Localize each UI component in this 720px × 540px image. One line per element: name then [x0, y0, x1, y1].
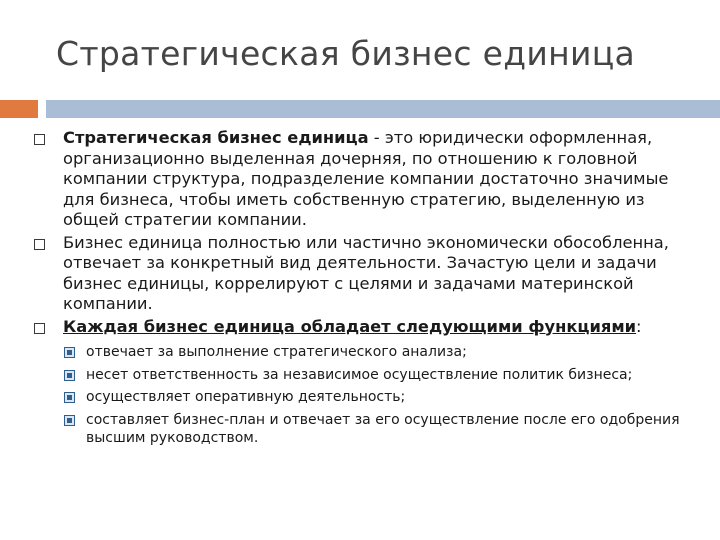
hollow-square-bullet-icon — [34, 134, 45, 145]
bullet-text — [63, 317, 684, 338]
bullet-definition-text: - это юридически оформленная, организационно выделенная дочерняя, по отношению к головной компании структура, подразделение компании достаточно значимые для бизнеса, чтобы иметь собственную стратегию, выделенную из общей стратегии компании. — [63, 128, 669, 229]
bullet-suffix: : — [636, 316, 642, 336]
list-item-text: составляет бизнес-план и отвечает за его осуществление после его одобрения высшим руководством. — [86, 411, 680, 446]
list-item — [64, 343, 684, 362]
slide-body — [34, 128, 684, 452]
filled-square-bullet-icon — [64, 415, 75, 426]
bullet-text: Бизнес единица полностью или частично экономически обособленна, отвечает за конкретный вид деятельности. Зачастую цели и задачи бизнес единицы, коррелируют с целями и задачами материнской компании. — [63, 232, 669, 313]
sub-bullet-list — [64, 343, 684, 448]
list-item — [64, 411, 684, 448]
accent-bar-blue — [46, 100, 720, 118]
hollow-square-bullet-icon — [34, 323, 45, 334]
list-item-text: несет ответственность за независимое осуществление политик бизнеса; — [86, 366, 633, 383]
list-item — [64, 366, 684, 385]
filled-square-bullet-icon — [64, 347, 75, 358]
bullet-functions-heading — [34, 317, 684, 338]
hollow-square-bullet-icon — [34, 239, 45, 250]
filled-square-bullet-icon — [64, 370, 75, 381]
filled-square-bullet-icon — [64, 392, 75, 403]
list-item-text: осуществляет оперативную деятельность; — [86, 389, 406, 405]
bullet-text — [63, 128, 684, 231]
bullet-term: Стратегическая бизнес единица — [63, 128, 369, 147]
list-item — [64, 388, 684, 407]
accent-bar-orange — [0, 100, 38, 118]
slide-title: Стратегическая бизнес единица — [56, 34, 636, 73]
list-item-text: отвечает за выполнение стратегического анализа; — [86, 344, 467, 360]
bullet-definition — [34, 128, 684, 231]
bullet-independence — [34, 233, 684, 315]
bullet-term: Каждая бизнес единица обладает следующими функциями — [63, 316, 637, 336]
